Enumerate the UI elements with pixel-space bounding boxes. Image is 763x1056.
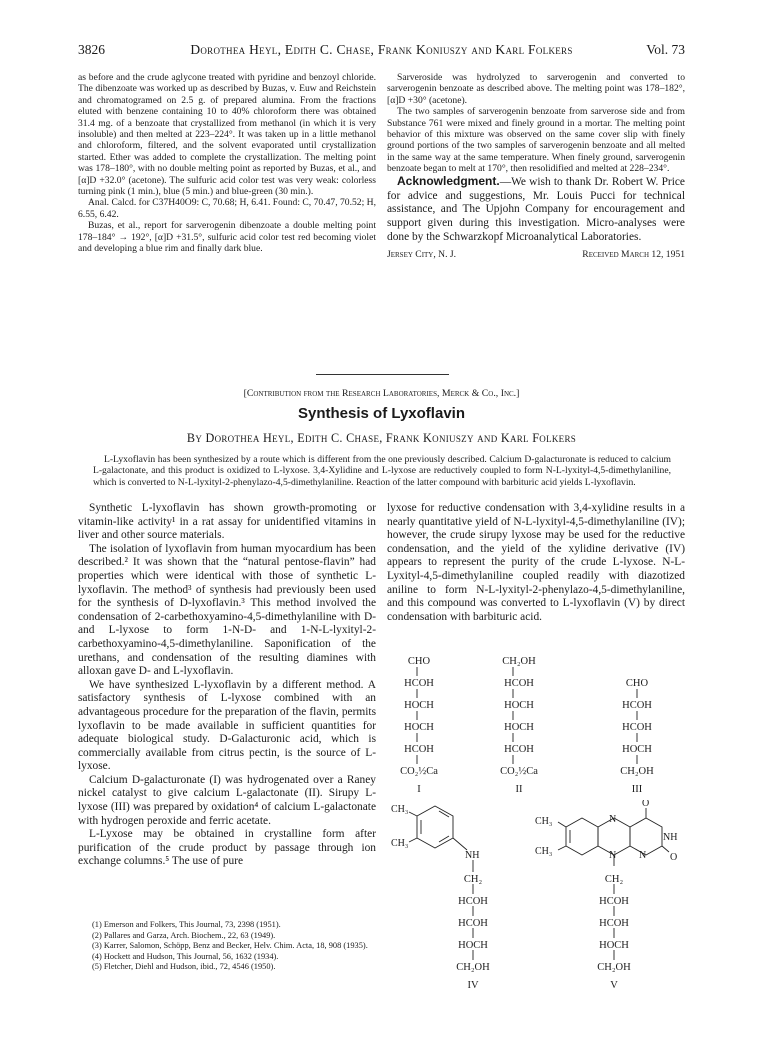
struct-III-row: HOCH [622,744,652,755]
struct-I-label: I [417,784,421,795]
section-divider [316,374,449,375]
nh-label: NH [465,850,480,861]
struct-V-label: V [610,980,618,991]
struct-IV-row: CH₂OH [456,962,490,973]
body-paragraph: L-Lyxose may be obtained in crystalline form after purification of the crude product by passage through ion exchange columns.⁵ The use of pure [78,828,376,868]
struct-IV-labels [391,804,479,861]
struct-II-label: II [515,784,523,795]
struct-III-row: HCOH [622,722,652,733]
struct-II-row: CO₂½Ca [500,766,538,777]
struct-IV-row: HCOH [458,896,488,907]
contribution-note: [Contribution from the Research Laboratories, Merck & Co., Inc.] [243,388,520,399]
body-paragraph: Calcium D-galacturonate (I) was hydrogenated over a Raney nickel catalyst to give calcium L-galactonate (II). Sirupy L-lyxose (III) was prepared by oxidation⁴ of calcium L-galactonate with hydrogen peroxide and ferric acetate. [78,773,376,827]
struct-V-row: HCOH [599,896,629,907]
abstract: L-Lyxoflavin has been synthesized by a route which is different from the one previously described. Calcium D-galacturonate is reduced to calcium L-galactonate, and this product is oxidized to L-lyxose. 3,4-Xylidine and L-lyxose are reductively coupled to form N-L-lyxityl-4,5-dimethylaniline, which is converted to N-L-lyxityl-2-phenylazo-4,5-dimethylaniline. Reaction of the latter compound with barbituric acid yields L-lyxoflavin. [93,454,671,488]
struct-V-row: CH₂OH [597,962,631,973]
struct-V-labels [535,800,677,863]
prev-paragraph: The two samples of sarverogenin benzoate from sarverose side and from Substance 761 were mixed and finely ground in a mortar. The melting point behavior of this mixture was observed on the same cover slip with finely ground portions of the two samples of sarverogenin benzoate and all melted in the same way at the same temperature. When finely ground, sarverogenin benzoate began to melt at 170°, then resolidified and melted at 228–234°. [387,106,685,175]
article-title: Synthesis of Lyxoflavin [298,405,465,422]
body-paragraph: The isolation of lyxoflavin from human myocardium has been described.² It was shown that the “natural pentose-flavin” had properties which were identical with those of synthetic L-lyxoflavin. The method³ of synthesis had previously been used for the synthesis of D-lyxoflavin.³ This method involved the condensation of 2-carbethoxyamino-4,5-dimethylaniline with D- and L-lyxose to form 1-N-D- and 1-N-L-lyxityl-2-carbethoxyamino-4,5-dimethylaniline. Saponification of the urethans, and condensation of the resulting diamines with alloxan gave D- and L-lyxoflavin. [78,542,376,678]
struct-III-row: HCOH [622,700,652,711]
place-received [387,249,685,260]
volume: Vol. 73 [646,42,685,57]
prev-paragraph: as before and the crude aglycone treated with pyridine and benzoyl chloride. The dibenzoate was worked up as described by Buzas, v. Euw and Reichstein and chromatogramed on 2.5 g. of prepared alumina. From the fractions eluted with benzene containing 10 to 40% chloroform there was obtained 31.4 mg. of a benzoate that crystallized from methanol (in which it is very insoluble) and then melted at 223–224°. It was taken up in a little methanol and chloroform, filtered, and the solvent evaporated until crystallization started. Ether was added to complete the crystallization. The melting point was 178–180°, with no double melting point as reported by Buzas, et al., and [α]D +32.0° (acetone). The sulfuric acid color test was very weak: colorless turning pink (1 min.), blue (5 min.) and blue-green (30 min.). [78,72,376,198]
struct-III-label: III [631,784,643,795]
body-right [387,502,685,624]
struct-I-row: CO₂½Ca [400,766,438,777]
place: Jersey City, N. J. [387,249,457,261]
o-label: O [642,800,650,809]
ch3-label: CH₃ [535,846,553,857]
sugar-chain-structures [387,650,687,800]
running-head: Dorothea Heyl, Edith C. Chase, Frank Koniuszy and Karl Folkers [190,42,573,57]
struct-V-row: HOCH [599,940,629,951]
body-left [78,502,376,869]
struct-I-row: HOCH [404,700,434,711]
struct-III-row: CHO [625,678,649,689]
received-date: Received March 12, 1951 [582,249,685,261]
struct-IV-row: HCOH [458,918,488,929]
n-label: N [639,850,647,861]
footnote: (5) Fletcher, Diehl and Hudson, ibid., 72, 4546 (1950). [92,962,276,972]
struct-I-row: HOCH [404,722,434,733]
n-label: N [609,814,617,825]
struct-IV-row: CH₂ [463,874,483,885]
struct-V-row: HCOH [599,918,629,929]
n-label: N [609,850,617,861]
prev-article-right [387,72,685,261]
struct-II-row: CH₂OH [502,656,536,667]
nh-label: NH [663,832,678,843]
struct-I-row: CHO [407,656,431,667]
ch3-label: CH₃ [535,816,553,827]
acknowledgment [387,175,685,246]
xylidine-flavin-structures [387,800,687,1030]
footnote: (1) Emerson and Folkers, This Journal, 73, 2398 (1951). [92,920,281,929]
prev-paragraph: Buzas, et al., report for sarverogenin dibenzoate a double melting point 178–184° → 192°, [α]D +31.5°, sulfuric acid color test red becoming violet and developing a blue rim and finally dark blue. [78,220,376,255]
body-paragraph: We have synthesized L-lyxoflavin by a different method. A satisfactory synthesis of L-lyxose combined with an advantageous procedure for the preparation of the flavin, permits lyxoflavin to be made available in sufficient quantities for adequate biological study. D-Galacturonic acid, which is commercially available from citrus pectin, is the source of L-lyxose. [78,678,376,773]
struct-II-row: HCOH [504,744,534,755]
struct-II-row: HOCH [504,722,534,733]
page-number: 3826 [78,42,105,57]
ack-heading: Acknowledgment. [397,173,500,188]
footnote: (3) Karrer, Salomon, Schöpp, Benz and Becker, Helv. Chim. Acta, 18, 908 (1935). [92,941,368,951]
struct-II-row: HOCH [504,700,534,711]
structures-top [387,650,687,800]
footnote: (4) Hockett and Hudson, This Journal, 56, 1632 (1934). [92,951,279,961]
struct-IV-row: HOCH [458,940,488,951]
prev-paragraph-anal: Anal. Calcd. for C37H40O9: C, 70.68; H, 6.41. Found: C, 70.47, 70.52; H, 6.55, 6.42. [78,197,376,220]
ch3-label: CH₃ [391,804,409,815]
struct-II-row: HCOH [504,678,534,689]
struct-I-row: HCOH [404,678,434,689]
prev-paragraph: Sarveroside was hydrolyzed to sarverogenin and converted to sarverogenin benzoate as described above. The melting point was 178–182°, [α]D +30° (acetone). [387,72,685,106]
body-paragraph: lyxose for reductive condensation with 3,4-xylidine results in a nearly quantitative yield of N-L-lyxityl-4,5-dimethylaniline (IV); however, the crude sirupy lyxose may be used for the reductive condensation, and the yield of the xylidine derivative (IV) appears to represent the purity of the crude L-lyxose. N-L-Lyxityl-4,5-dimethylaniline coupled readily with diazotized aniline to form N-L-lyxityl-2-phenylazo-4,5-dimethylaniline, and this compound was converted to L-lyxoflavin (V) by direct condensation with barbituric acid. [387,502,685,623]
ch3-label: CH₃ [391,838,409,849]
structures-bottom [387,800,687,1030]
footnotes [78,920,376,973]
running-header [78,42,685,60]
prev-article-left [78,72,376,255]
o-label: O [670,852,678,863]
ack-text: —We wish to thank Dr. Robert W. Price for advice and suggestions, Mr. Louis Pucci for technical assistance, and The Upjohn Company for encouragement and support given during this investigation. Micro-analyses were done by the Schwarzkopf Microanalytical Laboratories. [387,175,685,244]
struct-I-row: HCOH [404,744,434,755]
body-paragraph: Synthetic L-lyxoflavin has shown growth-promoting or vitamin-like activity¹ in a rat assay for unidentified vitamins in liver and other source materials. [78,502,376,542]
struct-III-row: CH₂OH [620,766,654,777]
footnote: (2) Pallares and Garza, Arch. Biochem., 22, 63 (1949). [92,930,276,940]
struct-IV-label: IV [467,980,479,991]
byline: By Dorothea Heyl, Edith C. Chase, Frank Koniuszy and Karl Folkers [186,431,577,445]
struct-V-row: CH₂ [604,874,624,885]
